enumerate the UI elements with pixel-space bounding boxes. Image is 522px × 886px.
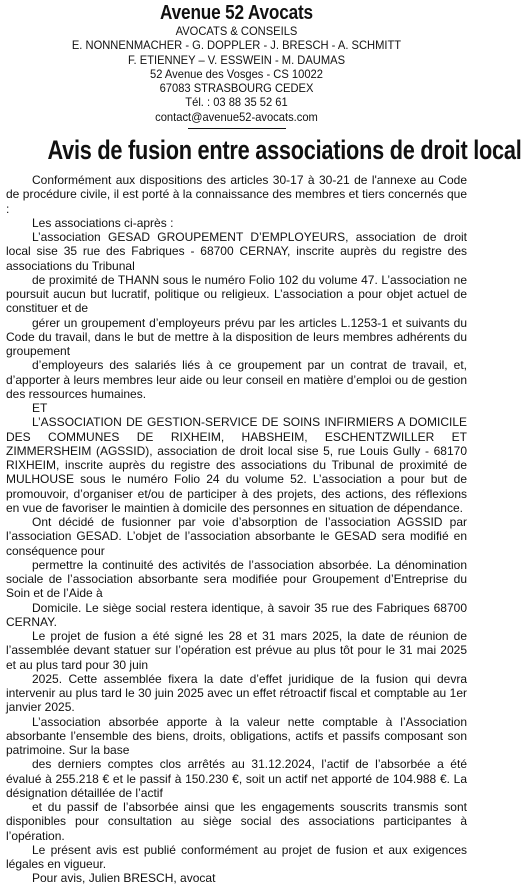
paragraph: Le présent avis est publié conformément au projet de fusion et aux exigences légales en vigueur. [6, 842, 467, 872]
paragraph: des derniers comptes clos arrêtés au 31.12.2024, l’actif de l’absorbée a été évalué à 255.218 € et le passif à 150.230 €, soit un actif net apporté de 104.988 €. La désignation détaillée de l’actif [6, 757, 467, 800]
partners-line-1: E. NONNENMACHER - G. DOPPLER - J. BRESCH - A. SCHMITT [71, 38, 402, 53]
paragraph: de proximité de THANN sous le numéro Folio 102 du volume 47. L’association ne poursuit aucun but lucratif, politique ou religieux. L’association a pour objet actuel de constituer et de [6, 272, 467, 316]
phone: Tél. : 03 88 35 52 61 [185, 95, 288, 110]
paragraph: Conformément aux dispositions des articles 30-17 à 30-21 de l'annexe au Code de procédure civile, il est porté à la connaissance des membres et tiers concernés que : [6, 173, 467, 216]
paragraph: d’employeurs des salariés liés à ce groupement par un contrat de travail, et, d’apporter à leurs membres leur aide ou leur conseil en matière d’emploi ou de gestion des ressources humaines. [6, 358, 467, 401]
paragraph: 2025. Cette assemblée fixera la date d’effet juridique de la fusion qui devra intervenir au plus tard le 30 juin 2025 avec un effet rétroactif fiscal et comptable au 1er janvier 2025. [6, 671, 467, 715]
paragraph: gérer un groupement d’employeurs prévu par les articles L.1253-1 et suivants du Code du travail, dans le but de mettre à la disposition de leurs membres adhérents du groupement [6, 315, 467, 359]
firm-tagline: AVOCATS & CONSEILS [175, 24, 298, 38]
paragraph: Ont décidé de fusionner par voie d’absorption de l’association AGSSID par l’association GESAD. L’objet de l’association absorbante le GESAD sera modifié en conséquence pour [6, 515, 467, 558]
paragraph: L’association GESAD GROUPEMENT D’EMPLOYEURS, association de droit local sise 35 rue des Fabriques - 68700 CERNAY, inscrite auprès du registre des associations du Tribunal [6, 230, 467, 273]
paragraph: Le projet de fusion a été signé les 28 et 31 mars 2025, la date de réunion de l’assemblée devant statuer sur l’opération est prévue au plus tôt pour le 31 mai 2025 et au plus tard pour 30 juin [6, 629, 467, 672]
partners-line-2: F. ETIENNEY – V. ESSWEIN - M. DAUMAS [127, 52, 346, 67]
paragraph: permettre la continuité des activités de l’association absorbée. La dénomination sociale de l’association absorbante sera modifiée pour Groupement d’Entreprise du Soin et de l’Aide à [6, 557, 467, 601]
notice-title: Avis de fusion entre associations de droit local [47, 135, 522, 166]
address-street: 52 Avenue des Vosges - CS 10022 [150, 66, 323, 81]
paragraph: et du passif de l’absorbée ainsi que les engagements souscrits transmis sont disponibles pour consultation au siège social des associations participantes à l’opération. [6, 800, 467, 843]
notice-body [6, 173, 467, 886]
paragraph: L’ASSOCIATION DE GESTION-SERVICE DE SOINS INFIRMIERS A DOMICILE DES COMMUNES DE RIXHEIM, HABSHEIM, ESCHENTZWILLER ET ZIMMERSHEIM (AGSSID), association de droit local sise 5, rue Louis Gully - 68170 RIXHEIM, inscrite auprès du registre des associations du Tribunal de proximité de MULHOUSE sous le numéro Folio 24 du volume 52. L’association a pour but de promouvoir, d’organiser et/ou de participer à des projets, des actions, des réflexions en vue de favoriser le maintien à domicile des personnes en situation de dépendance. [6, 415, 467, 515]
divider [188, 128, 286, 129]
letterhead [6, 2, 467, 129]
address-city: 67083 STRASBOURG CEDEX [159, 81, 314, 96]
paragraph: Domicile. Le siège social restera identique, à savoir 35 rue des Fabriques 68700 CERNAY. [6, 600, 467, 629]
paragraph: ET [32, 401, 48, 416]
paragraph: Les associations ci-après : [32, 215, 174, 230]
firm-name: Avenue 52 Avocats [160, 2, 313, 24]
paragraph: L’association absorbée apporte à la valeur nette comptable à l’Association absorbante l’ensemble des biens, droits, obligations, actifs et passifs composant son patrimoine. Sur la base [6, 714, 467, 758]
email: contact@avenue52-avocats.com [155, 109, 318, 124]
signature-line: Pour avis, Julien BRESCH, avocat [32, 871, 216, 886]
